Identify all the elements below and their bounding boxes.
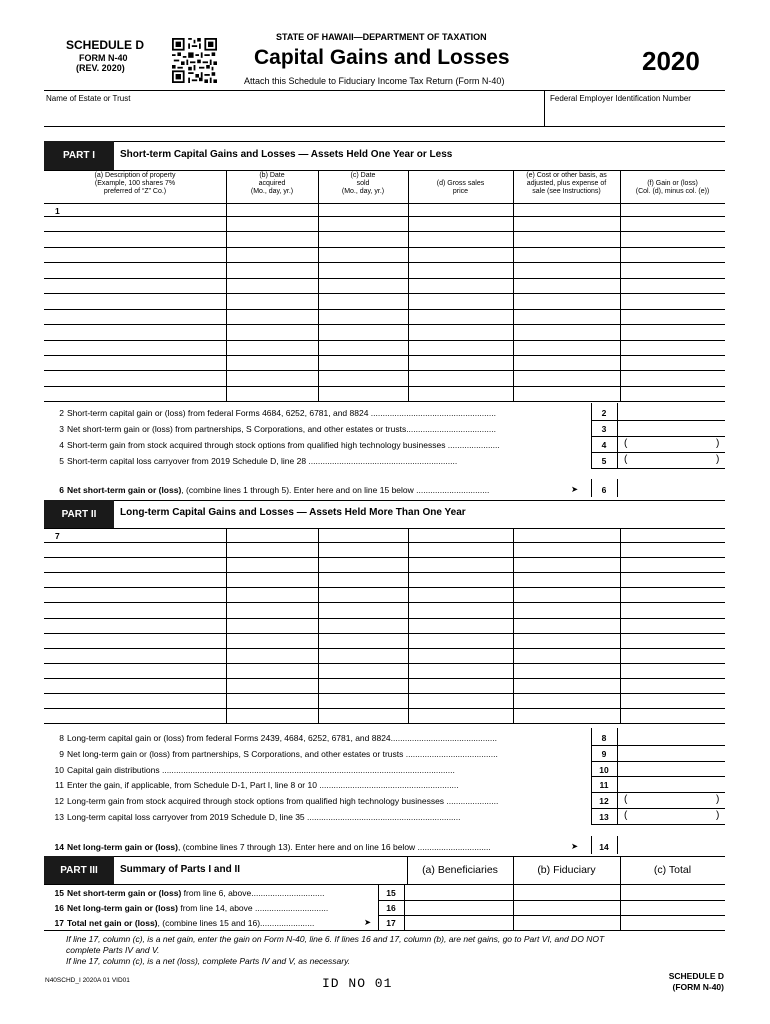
divider (617, 479, 618, 497)
amount-field[interactable] (620, 809, 725, 825)
line-box-number: 17 (386, 918, 396, 928)
total-instruction: , (combine lines 7 through 13). Enter here and on line 16 below ............................... (177, 842, 491, 852)
beneficiaries-field[interactable] (407, 915, 513, 930)
table-row[interactable] (44, 324, 725, 325)
form-revision: (REV. 2020) (76, 63, 125, 73)
column-header-line: preferred of “Z” Co.) (103, 188, 167, 195)
column-header-line: adjusted, plus expense of (526, 180, 607, 187)
beneficiaries-field[interactable] (407, 885, 513, 900)
attach-instruction: Attach this Schedule to Fiduciary Income Tax Return (Form N-40) (244, 76, 505, 86)
divider (44, 856, 725, 857)
table-row[interactable] (44, 293, 725, 294)
fiduciary-field[interactable] (513, 915, 619, 930)
table-row[interactable] (44, 247, 725, 248)
summary-line-description (67, 918, 363, 928)
amount-field[interactable] (620, 762, 725, 778)
line-number: 11 (55, 780, 64, 791)
line-box-number: 4 (601, 439, 607, 450)
summary-line-instruction: from line 14, above ............................... (177, 903, 329, 913)
divider (591, 468, 725, 469)
table-row[interactable] (44, 386, 725, 387)
line-description: Enter the gain, if applicable, from Schedule D-1, Part I, line 8 or 10 ........................................................... (67, 780, 459, 791)
amount-field[interactable] (620, 453, 725, 469)
form-number: FORM N-40 (79, 53, 128, 63)
column-header-line: (Col. (d), minus col. (e)) (635, 188, 710, 195)
column-header-line: (a) Description of property (94, 172, 176, 179)
column-header-line: sale (see Instructions) (532, 188, 601, 195)
line-box-number: 9 (601, 748, 607, 759)
line-description: Short-term capital gain or (loss) from federal Forms 4684, 6252, 6781, and 8824 ..................................................... (67, 408, 496, 418)
footer-form: (FORM N-40) (672, 982, 724, 992)
paren-close: ) (716, 810, 720, 821)
amount-field[interactable] (620, 793, 725, 809)
summary-line-label: Net long-term gain or (loss) (67, 903, 178, 913)
column-header-line: (Mo., day, yr.) (341, 188, 385, 195)
column-header-line: (f) Gain or (loss) (647, 180, 698, 187)
column-divider (408, 170, 409, 401)
table-row[interactable] (44, 618, 725, 619)
amount-field[interactable] (620, 730, 725, 746)
table-row[interactable] (44, 262, 725, 263)
beneficiaries-field[interactable] (407, 900, 513, 915)
estate-name-label: Name of Estate or Trust (46, 94, 131, 103)
divider (591, 479, 592, 497)
table-row[interactable] (44, 602, 725, 603)
part-2-title: Long-term Capital Gains and Losses — Assets Held More Than One Year (120, 507, 466, 518)
line-number: 4 (59, 439, 64, 450)
line-box-number: 10 (599, 764, 609, 775)
table-row[interactable] (44, 542, 725, 543)
paren-close: ) (716, 453, 720, 465)
total-instruction: , (combine lines 1 through 5). Enter here and on line 15 below ............................... (181, 485, 490, 495)
column-header-line: (Example, 100 shares 7% (94, 180, 176, 187)
line-number: 10 (54, 764, 64, 775)
table-row[interactable] (44, 401, 725, 402)
amount-field[interactable] (620, 405, 725, 421)
paren-close: ) (716, 794, 720, 806)
line-number: 2 (59, 408, 64, 418)
summary-line-label: Total net gain or (loss) (67, 918, 158, 928)
paren-close: ) (716, 437, 720, 449)
table-row[interactable] (44, 587, 725, 588)
column-header-line: (e) Cost or other basis, as (526, 172, 607, 179)
column-header (318, 172, 408, 196)
line-number: 14 (54, 842, 64, 852)
line-description: Capital gain distributions ............................................................................................................................ (67, 764, 455, 775)
line-description: Net long-term gain or (loss) from partnerships, S Corporations, and other estates or trusts ....................................... (67, 748, 498, 759)
table-row[interactable] (44, 633, 725, 634)
line-box-number: 8 (601, 733, 607, 743)
total-field[interactable] (620, 915, 725, 930)
summary-line-description (67, 903, 363, 913)
divider (591, 403, 592, 469)
note-continuation: complete Parts IV and V. (66, 945, 160, 955)
column-header-line: (b) Date (259, 172, 285, 179)
total-label: Net short-term gain or (loss) (67, 485, 182, 495)
form-title: Capital Gains and Losses (254, 46, 510, 69)
line-number: 5 (59, 455, 64, 466)
fiduciary-field[interactable] (513, 885, 619, 900)
fein-field[interactable] (547, 104, 723, 126)
divider (44, 930, 725, 931)
arrow-icon: ➤ (571, 841, 579, 851)
column-header-line: acquired (258, 180, 286, 187)
column-header (408, 180, 513, 196)
table-row[interactable] (44, 708, 725, 709)
divider (44, 500, 725, 501)
line-number: 16 (54, 903, 64, 913)
amount-field[interactable] (620, 421, 725, 437)
note-line-17-loss: If line 17, column (c), is a net (loss), complete Parts IV and V, as necessary. (66, 956, 351, 966)
note-line-17-gain: If line 17, column (c), is a net gain, enter the gain on Form N-40, line 6. If lines 16 and 17, column (b), are net gains, go to Part VI, and DO NOT (66, 934, 605, 944)
tax-year: 2020 (642, 46, 700, 76)
total-header: (c) Total (653, 864, 692, 876)
line-description: Short-term capital loss carryover from 2019 Schedule D, line 28 ............................................................... (67, 455, 458, 466)
total-amount-field[interactable] (620, 479, 725, 497)
footer-schedule: SCHEDULE D (668, 971, 724, 981)
line-description: Long-term capital gain or (loss) from federal Forms 2439, 4684, 6252, 6781, and 8824............................................. (67, 733, 497, 743)
table-row[interactable] (44, 309, 725, 310)
divider (617, 728, 618, 825)
divider (591, 824, 725, 825)
fiduciary-header: (b) Fiduciary (537, 864, 596, 876)
line-box-number: 6 (601, 485, 607, 495)
total-description (67, 842, 571, 852)
divider (617, 836, 618, 854)
form-code: N40SCHD_I 2020A 01 VID01 (45, 977, 130, 984)
line-box-number: 14 (599, 842, 609, 852)
divider (44, 203, 725, 204)
line-box-number: 2 (601, 408, 607, 418)
column-header (513, 172, 620, 196)
line-box-number: 13 (599, 812, 609, 822)
summary-line-label: Net short-term gain or (loss) (67, 888, 182, 898)
divider (44, 126, 725, 127)
part-1-label: PART I (44, 141, 114, 170)
part-1-title: Short-term Capital Gains and Losses — Assets Held One Year or Less (120, 149, 453, 160)
line-number: 17 (54, 918, 64, 928)
table-row[interactable] (44, 231, 725, 232)
table-row[interactable] (44, 723, 725, 724)
amount-field[interactable] (620, 746, 725, 762)
table-row[interactable] (44, 572, 725, 573)
amount-field[interactable] (620, 437, 725, 453)
total-label: Net long-term gain or (loss) (67, 842, 178, 852)
fiduciary-field[interactable] (513, 900, 619, 915)
qr-code-icon (172, 38, 217, 83)
line-box-number: 5 (601, 455, 607, 466)
line-number: 12 (54, 796, 64, 807)
arrow-icon: ➤ (364, 917, 372, 927)
line-box-number: 16 (386, 903, 396, 913)
table-row[interactable] (44, 278, 725, 279)
divider (544, 90, 545, 127)
summary-line-instruction: , (combine lines 15 and 16)....................... (157, 918, 315, 928)
column-divider (513, 170, 514, 401)
column-header (44, 172, 226, 196)
total-field[interactable] (620, 885, 725, 900)
line-box-number: 11 (599, 780, 609, 791)
paren-open: ( (624, 437, 628, 449)
beneficiaries-header: (a) Beneficiaries (422, 864, 498, 876)
column-header-line: price (452, 188, 469, 195)
divider (44, 141, 725, 142)
column-header-line: (c) Date (350, 172, 376, 179)
line-number: 3 (59, 423, 64, 434)
paren-open: ( (624, 810, 628, 821)
divider (591, 728, 592, 825)
total-field[interactable] (620, 900, 725, 915)
divider (617, 403, 618, 469)
column-header (226, 172, 318, 196)
column-header (620, 180, 725, 196)
part-2-label: PART II (44, 500, 114, 528)
column-divider (226, 170, 227, 401)
table-row[interactable] (44, 370, 725, 371)
line-description: Short-term gain from stock acquired through stock options from qualified high technology businesses ...................... (67, 439, 500, 450)
divider (44, 90, 725, 91)
line-number: 6 (59, 485, 64, 495)
table-row[interactable] (44, 693, 725, 694)
total-amount-field[interactable] (620, 836, 725, 854)
line-number: 9 (59, 748, 64, 759)
column-header-line: (Mo., day, yr.) (250, 188, 294, 195)
table-row[interactable] (44, 648, 725, 649)
line-description: Net short-term gain or (loss) from partnerships, S Corporations, and other estates or trusts...................................... (67, 423, 496, 434)
amount-field[interactable] (620, 777, 725, 793)
id-number: ID NO 01 (322, 976, 393, 991)
estate-name-field[interactable] (46, 104, 542, 126)
table-row[interactable] (44, 557, 725, 558)
state-department: STATE OF HAWAII—DEPARTMENT OF TAXATION (276, 32, 487, 42)
column-divider (620, 170, 621, 401)
table-row[interactable] (44, 340, 725, 341)
part-3-title: Summary of Parts I and II (120, 864, 241, 875)
summary-line-instruction: from line 6, above............................... (181, 888, 325, 898)
part-3-label: PART III (44, 856, 114, 884)
line-description: Long-term capital loss carryover from 2019 Schedule D, line 35 ................................................................. (67, 812, 461, 822)
line-box-number: 3 (601, 423, 607, 434)
divider (44, 528, 725, 529)
column-header-line: sold (356, 180, 370, 187)
line-box-number: 12 (599, 796, 609, 807)
table-row[interactable] (44, 216, 725, 217)
line-box-number: 15 (386, 888, 396, 898)
row-label: 1 (55, 206, 60, 216)
divider (44, 170, 725, 171)
divider (591, 836, 592, 854)
paren-open: ( (624, 453, 628, 465)
line-number: 15 (54, 888, 64, 898)
fein-label: Federal Employer Identification Number (550, 94, 691, 103)
table-row[interactable] (44, 663, 725, 664)
divider (404, 884, 405, 930)
total-description (67, 485, 571, 495)
arrow-icon: ➤ (571, 484, 579, 494)
table-row[interactable] (44, 355, 725, 356)
table-row[interactable] (44, 678, 725, 679)
column-divider (318, 170, 319, 401)
paren-open: ( (624, 794, 628, 806)
line-number: 8 (59, 733, 64, 743)
row-label: 7 (55, 531, 60, 541)
summary-line-description (67, 888, 363, 898)
line-description: Long-term gain from stock acquired through stock options from qualified high technology businesses ...................... (67, 796, 499, 807)
line-number: 13 (54, 812, 64, 822)
schedule-title: SCHEDULE D (66, 38, 145, 52)
column-header-line: (d) Gross sales (436, 180, 485, 187)
